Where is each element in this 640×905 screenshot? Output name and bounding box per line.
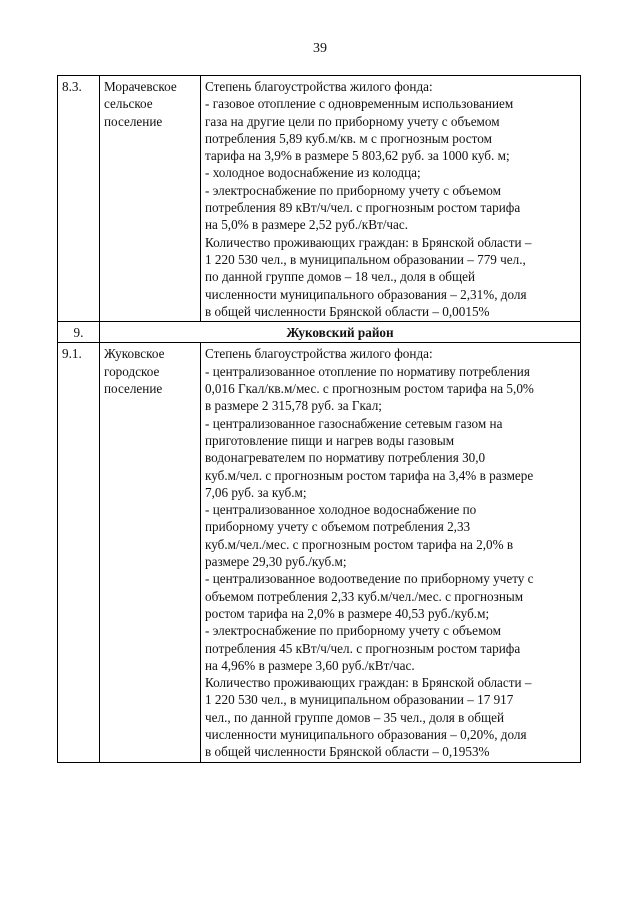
description-line: численности муниципального образования – 2,31%, доля — [205, 286, 527, 302]
settlement-name-line: городское — [104, 363, 160, 379]
description-line: по данной группе домов – 18 чел., доля в общей — [205, 269, 476, 285]
description-line: численности муниципального образования – 0,20%, доля — [205, 726, 527, 742]
description-line: 7,06 руб. за куб.м; — [205, 484, 307, 500]
description-line: ростом тарифа на 2,0% в размере 40,53 руб./куб.м; — [205, 605, 490, 621]
description-line: водонагревателем по нормативу потребления 30,0 — [205, 450, 486, 466]
description-line: приборному учету с объемом потребления 2,33 — [205, 519, 471, 535]
description-line: 1 220 530 чел., в муниципальном образовании – 779 чел., — [205, 251, 526, 267]
description-line: тарифа на 3,9% в размере 5 803,62 руб. за 1000 куб. м; — [205, 148, 510, 164]
description-line: - электроснабжение по приборному учету с объемом — [205, 182, 501, 198]
settlement-name-line: сельское — [104, 96, 153, 112]
page-number: 39 — [313, 41, 327, 56]
settlement-name-cell — [100, 343, 201, 762]
description-cell — [201, 76, 581, 322]
description-line: - централизованное газоснабжение сетевым газом на — [205, 415, 503, 431]
description-line: на 5,0% в размере 2,52 руб./кВт/час. — [205, 217, 409, 233]
description-line: 1 220 530 чел., в муниципальном образовании – 17 917 — [205, 692, 514, 708]
description-line: Количество проживающих граждан: в Брянской области – — [205, 675, 532, 691]
description-line: - электроснабжение по приборному учету с объемом — [205, 623, 501, 639]
row-number: 8.3. — [58, 76, 100, 322]
description-line: 0,016 Гкал/кв.м/мес. с прогнозным ростом тарифа на 5,0% — [205, 381, 534, 397]
description-line: газа на другие цели по приборному учету с объемом — [205, 113, 500, 129]
table-row — [58, 76, 581, 322]
description-line: объемом потребления 2,33 куб.м/чел./мес. с прогнозным — [205, 588, 524, 604]
row-number: 9.1. — [58, 343, 100, 762]
settlement-name-line: Морачевское — [104, 79, 177, 94]
description-line: приготовление пищи и нагрев воды газовым — [205, 432, 455, 448]
section-row — [58, 322, 581, 343]
description-line: - холодное водоснабжение из колодца; — [205, 165, 421, 181]
description-line: куб.м/чел./мес. с прогнозным ростом тарифа на 2,0% в — [205, 536, 514, 552]
table-row — [58, 343, 581, 762]
description-line: Степень благоустройства жилого фонда: — [205, 79, 433, 94]
settlement-name-line: Жуковское — [104, 346, 165, 362]
description-line: в общей численности Брянской области – 0,1953% — [205, 744, 490, 760]
description-line: - централизованное холодное водоснабжение по — [205, 502, 477, 518]
description-line: потребления 5,89 куб.м/кв. м с прогнозным ростом — [205, 130, 492, 146]
description-line: размере 29,30 руб./куб.м; — [205, 554, 347, 570]
description-line: потребления 45 кВт/ч/чел. с прогнозным ростом тарифа — [205, 640, 521, 656]
tariff-table — [57, 75, 581, 763]
settlement-name-line: поселение — [104, 113, 163, 129]
description-line: Количество проживающих граждан: в Брянской области – — [205, 234, 532, 250]
section-title: Жуковский район — [100, 322, 581, 343]
settlement-name-line: поселение — [104, 381, 163, 397]
description-line: на 4,96% в размере 3,60 руб./кВт/час. — [205, 657, 415, 673]
description-line: куб.м/чел. с прогнозным ростом тарифа на 3,4% в размере — [205, 467, 534, 483]
description-line: - централизованное отопление по нормативу потребления — [205, 363, 530, 379]
description-line: - газовое отопление с одновременным использованием — [205, 96, 514, 112]
description-line: в размере 2 315,78 руб. за Гкал; — [205, 398, 382, 414]
description-cell — [201, 343, 581, 762]
settlement-name-cell — [100, 76, 201, 322]
section-number: 9. — [58, 322, 100, 343]
description-line: - централизованное водоотведение по приборному учету с — [205, 571, 534, 587]
description-line: Степень благоустройства жилого фонда: — [205, 346, 433, 362]
description-line: чел., по данной группе домов – 35 чел., доля в общей — [205, 709, 505, 725]
description-line: в общей численности Брянской области – 0,0015% — [205, 303, 490, 319]
description-line: потребления 89 кВт/ч/чел. с прогнозным ростом тарифа — [205, 200, 521, 216]
